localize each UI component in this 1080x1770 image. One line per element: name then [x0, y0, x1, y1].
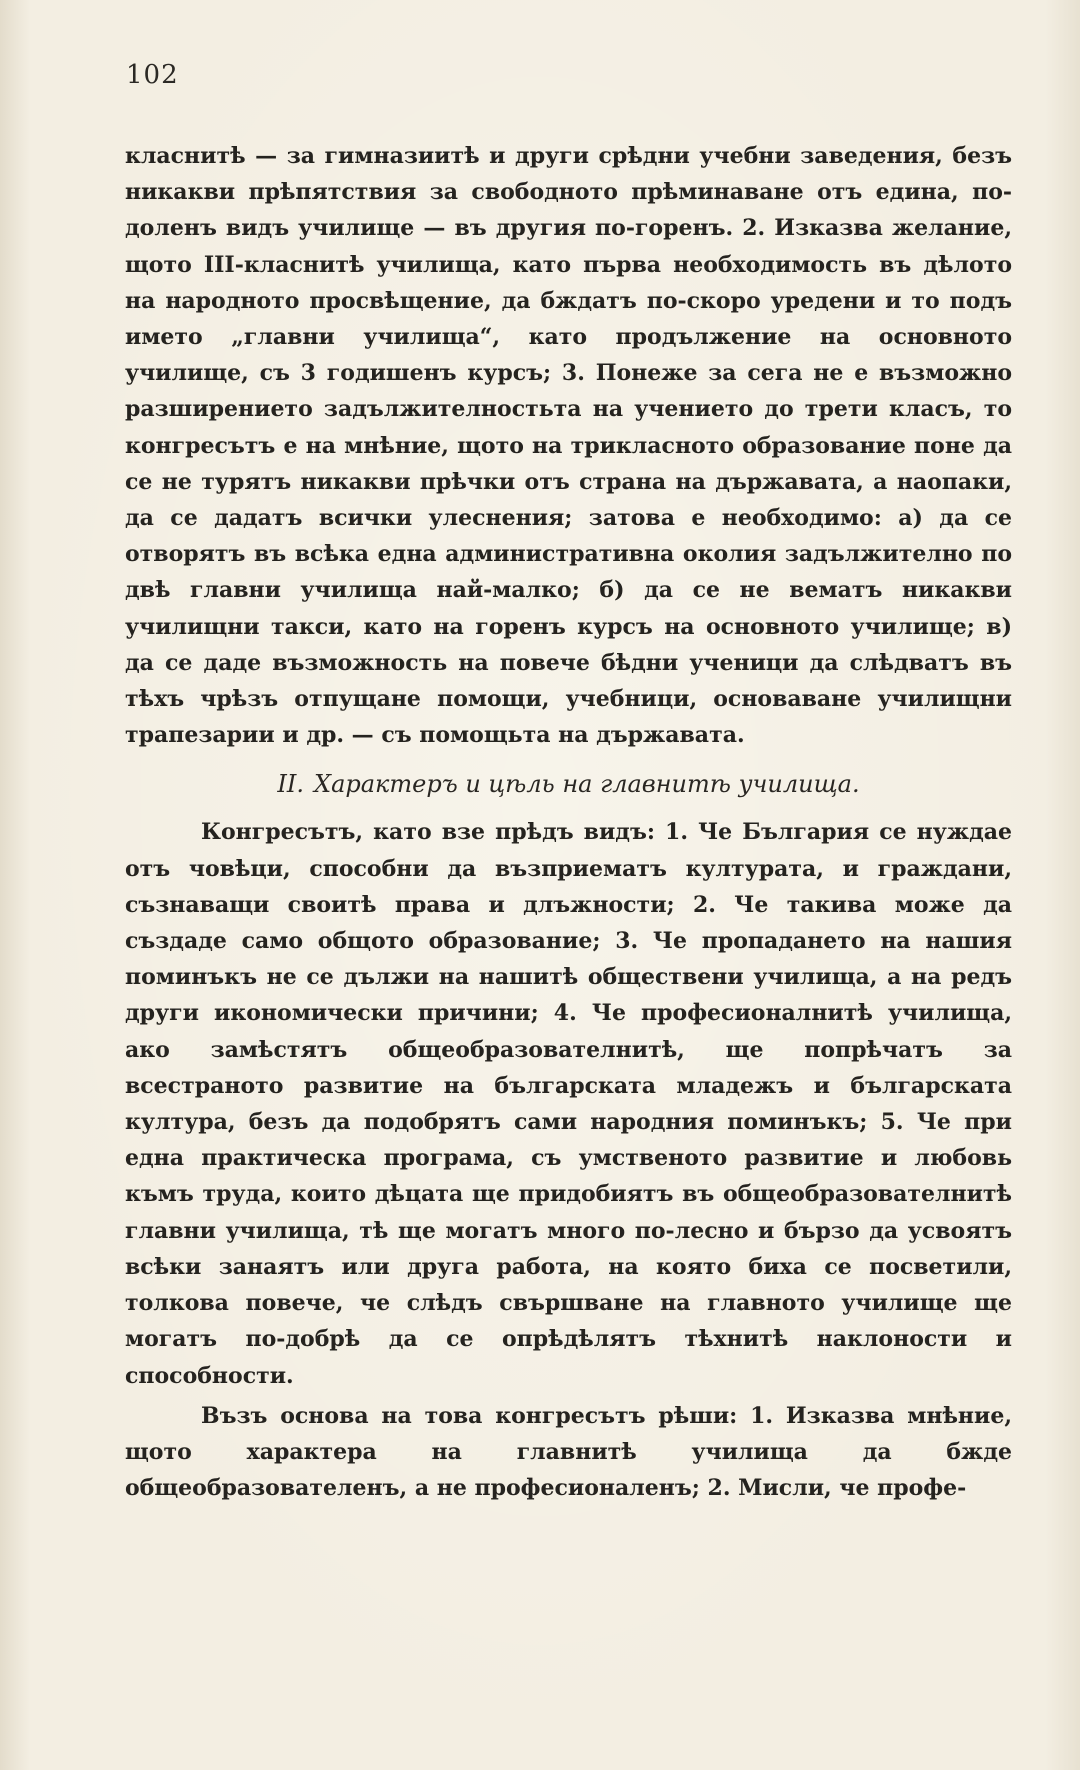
section-heading-number: II.: [277, 770, 304, 799]
paragraph-continued: класнитѣ — за гимназиитѣ и други срѣдни учебни заведения, безъ никакви прѣпятствия за свободното прѣминаване отъ едина, по-доленъ видъ училище — въ другия по-горенъ. 2. Изказва желание, щото III-класнитѣ училища, като първа необходимость въ дѣлото на народното просвѣщение, да бждатъ по-скоро уредени и то подъ името „главни училища“, като продължение на основното училище, съ 3 годишенъ курсъ; 3. Понеже за сега не е възможно разширението задължителностьта на учението до трети класъ, то конгресътъ е на мнѣние, щото на трикласното образование поне да се не турятъ никакви прѣчки отъ страна на държавата, а наопаки, да се дадатъ всички улеснения; затова е необходимо: а) да се отворятъ въ всѣка една административна околия задължително по двѣ главни училища най-малко; б) да се не вематъ никакви училищни такси, като на горенъ курсъ на основното училище; в) да се даде възможность на повече бѣдни ученици да слѣдватъ въ тѣхъ чрѣзъ отпущане помощи, учебници, основаване училищни трапезарии и др. — съ помощьта на държавата.: [125, 143, 1012, 749]
paragraph-congress-considerations: Конгресътъ, като взе прѣдъ видъ: 1. Че България се нуждае отъ човѣци, способни да възприематъ културата, и граждани, съзнаващи своитѣ права и длъжности; 2. Че такива може да създаде само общото образование; 3. Че пропадането на нашия поминъкъ не се дължи на нашитѣ обществени училища, а на редъ други икономически причини; 4. Че професионалнитѣ училища, ако замѣстятъ общеобразователнитѣ, ще попрѣчатъ за всестраното развитие на българската младежъ и българската култура, безъ да подобрятъ сами народния поминъкъ; 5. Че при една практическа програма, съ умственото развитие и любовь къмъ труда, които дѣцата ще придобиятъ въ общеобразователнитѣ главни училища, тѣ ще могатъ много по-лесно и бързо да усвоятъ всѣки занаятъ или друга работа, на която биха се посветили, толкова повече, че слѣдъ свършване на главното училище ще могатъ по-добрѣ да се опрѣдѣлятъ тѣхнитѣ наклоности и способности.: [125, 819, 1012, 1389]
page-text: [125, 138, 1012, 1506]
page-number: 102: [126, 60, 179, 90]
section-heading-title: Характеръ и цѣль на главнитѣ училища.: [313, 770, 860, 799]
paragraph-congress-decision: Възъ основа на това конгресътъ рѣши: 1. Изказва мнѣние, щото характера на главнитѣ училища да бжде общеобразователенъ, а не професионаленъ; 2. Мисли, че профе-: [125, 1402, 1012, 1502]
section-heading: [125, 764, 1012, 804]
